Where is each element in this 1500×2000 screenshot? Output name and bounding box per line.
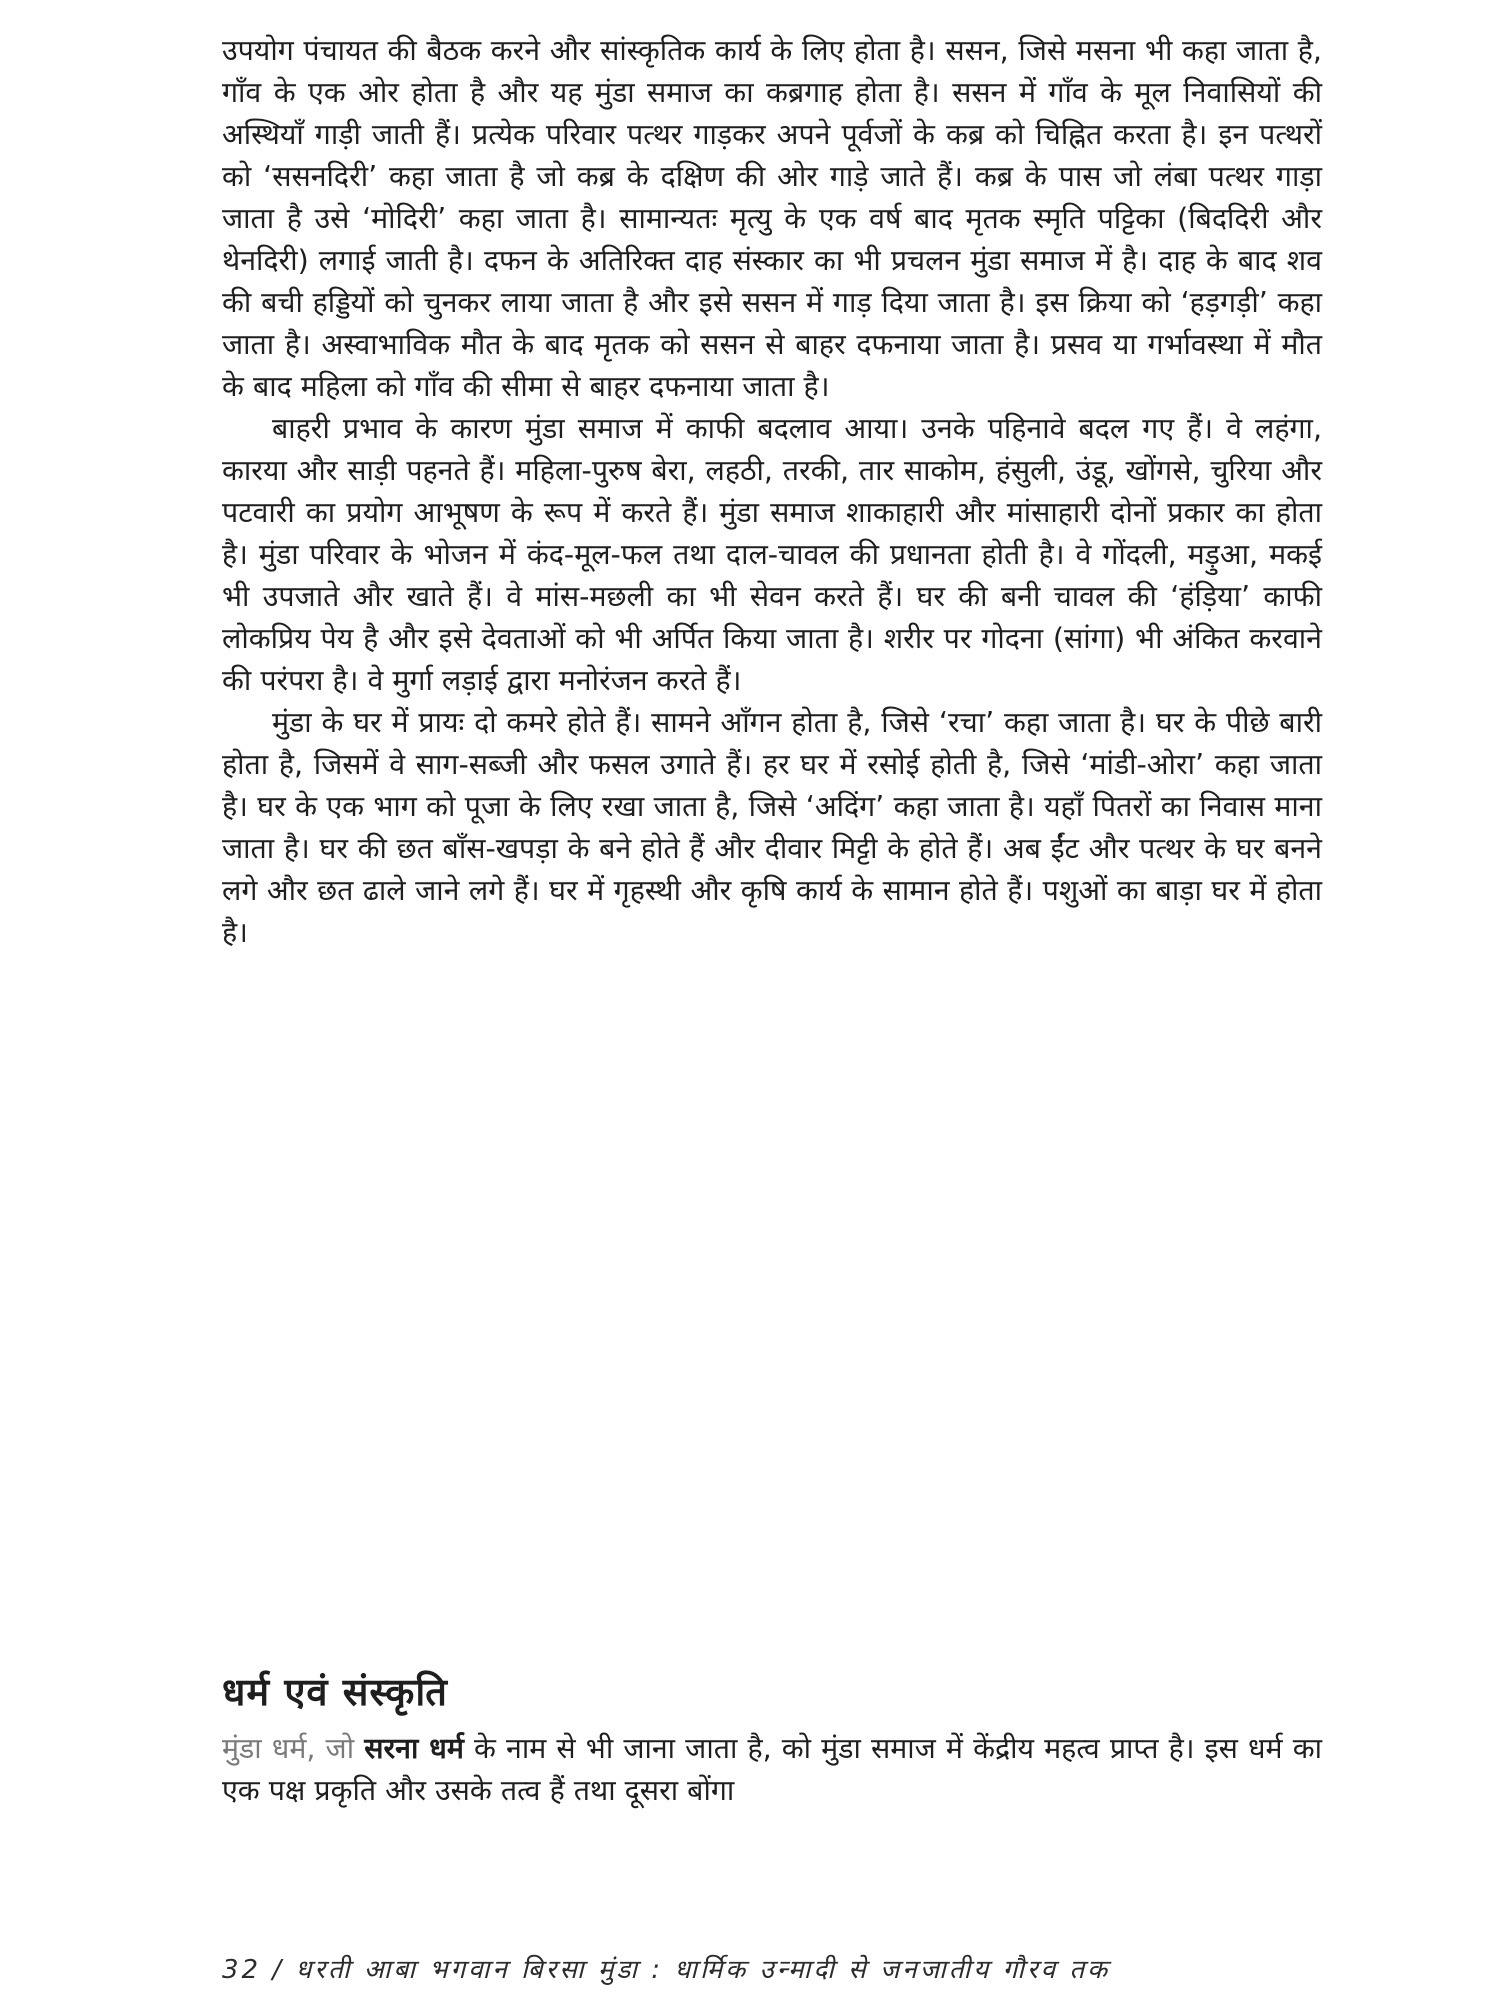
page-footer: 32 / धरती आबा भगवान बिरसा मुंडा : धार्मिक उन्मादी से जनजातीय गौरव तक — [222, 1955, 1111, 1985]
paragraph-burial-customs: उपयोग पंचायत की बैठक करने और सांस्कृतिक कार्य के लिए होता है। ससन, जिसे मसना भी कहा जाता है, गाँव के एक ओर होता है और यह मुंडा समाज का कब्रगाह होता है। ससन में गाँव के मूल निवासियों की अस्थियाँ गाड़ी जाती हैं। प्रत्येक परिवार पत्थर गाड़कर अपने पूर्वजों के कब्र को चिह्नित करता है। इन पत्थरों को ‘ससनदिरी’ कहा जाता है जो कब्र के दक्षिण की ओर गाड़े जाते हैं। कब्र के पास जो लंबा पत्थर गाड़ा जाता है उसे ‘मोदिरी’ कहा जाता है। सामान्यतः मृत्यु के एक वर्ष बाद मृतक स्मृति पट्टिका (बिददिरी और थेनदिरी) लगाई जाती है। दफन के अतिरिक्त दाह संस्कार का भी प्रचलन मुंडा समाज में है। दाह के बाद शव की बची हड्डियों को चुनकर लाया जाता है और इसे ससन में गाड़ दिया जाता है। इस क्रिया को ‘हड़गड़ी’ कहा जाता है। अस्वाभाविक मौत के बाद मृतक को ससन से बाहर दफनाया जाता है। प्रसव या गर्भावस्था में मौत के बाद महिला को गाँव की सीमा से बाहर दफनाया जाता है। — [222, 34, 1322, 403]
paragraph-religion-rest: के नाम से भी जाना जाता है, को मुंडा समाज में केंद्रीय महत्व प्राप्त है। इस धर्म का एक पक्ष प्रकृति और उसके तत्व हैं तथा दूसरा बोंगा — [222, 1732, 1322, 1807]
paragraph-housing: मुंडा के घर में प्रायः दो कमरे होते हैं। सामने आँगन होता है, जिसे ‘रचा’ कहा जाता है। घर के पीछे बारी होता है, जिसमें वे साग-सब्जी और फसल उगाते हैं। हर घर में रसोई होती है, जिसे ‘मांडी-ओरा’ कहा जाता है। घर के एक भाग को पूजा के लिए रखा जाता है, जिसे ‘अदिंग’ कहा जाता है। यहाँ पितरों का निवास माना जाता है। घर की छत बाँस-खपड़ा के बने होते हैं और दीवार मिट्टी के होते हैं। अब ईंट और पत्थर के घर बनने लगे और छत ढाले जाने लगे हैं। घर में गृहस्थी और कृषि कार्य के सामान होते हैं। पशुओं का बाड़ा घर में होता है। — [222, 706, 1322, 949]
paragraph-lifestyle: बाहरी प्रभाव के कारण मुंडा समाज में काफी बदलाव आया। उनके पहिनावे बदल गए हैं। वे लहंगा, कारया और साड़ी पहनते हैं। महिला-पुरुष बेरा, लहठी, तरकी, तार साकोम, हंसुली, उंडू, खोंगसे, चुरिया और पटवारी का प्रयोग आभूषण के रूप में करते हैं। मुंडा समाज शाकाहारी और मांसाहारी दोनों प्रकार का होता है। मुंडा परिवार के भोजन में कंद-मूल-फल तथा दाल-चावल की प्रधानता होती है। वे गोंदली, मड़ुआ, मकई भी उपजाते और खाते हैं। वे मांस-मछली का भी सेवन करते हैं। घर की बनी चावल की ‘हंड़िया’ काफी लोकप्रिय पेय है और इसे देवताओं को भी अर्पित किया जाता है। शरीर पर गोदना (सांगा) भी अंकित करवाने की परंपरा है। वे मुर्गा लड़ाई द्वारा मनोरंजन करते हैं। — [222, 412, 1322, 697]
paragraph-religion — [222, 1728, 1322, 1812]
body-text — [222, 30, 1322, 954]
section-heading: धर्म एवं संस्कृति — [222, 1670, 448, 1714]
paragraph-religion-start: मुंडा धर्म, जो — [222, 1732, 365, 1765]
sarna-dharma-term: सरना धर्म — [364, 1732, 464, 1765]
